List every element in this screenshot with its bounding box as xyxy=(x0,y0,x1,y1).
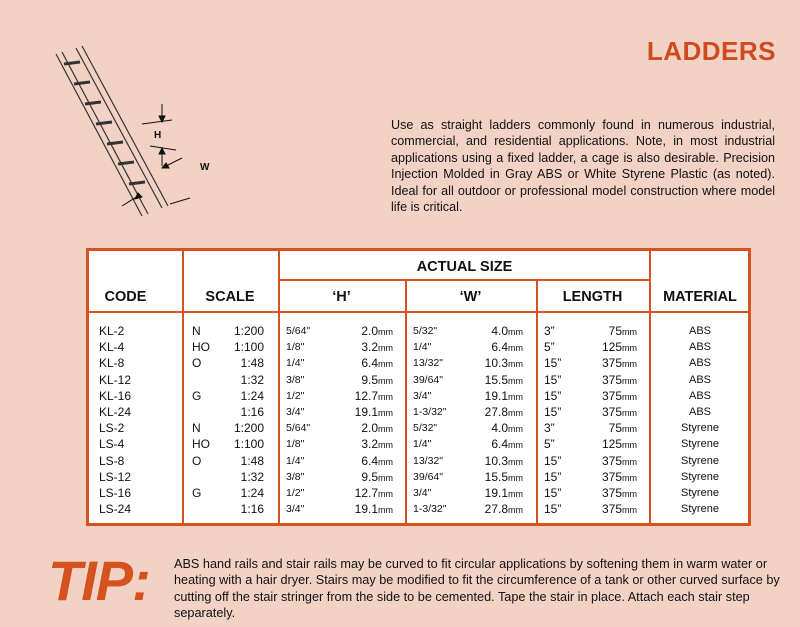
cell-material: Styrene xyxy=(681,438,719,451)
cell-h-inch: 1/8" xyxy=(286,341,305,354)
cell-length-inch: 15” xyxy=(544,453,562,468)
cell-length-mm: 75mm xyxy=(608,324,637,338)
cell-w-mm: 27.8mm xyxy=(484,405,523,419)
cell-w-inch: 3/4" xyxy=(413,487,432,499)
table-row xyxy=(89,388,748,404)
cell-length-mm: 375mm xyxy=(601,453,637,468)
table-row xyxy=(89,339,748,355)
table-row xyxy=(89,420,748,436)
cell-w-mm: 6.4mm xyxy=(491,437,523,452)
cell-code: KL-4 xyxy=(99,340,125,355)
cell-material: Styrene xyxy=(681,422,719,435)
cell-length-mm: 75mm xyxy=(608,421,637,436)
cell-scale-ratio: 1:100 xyxy=(233,437,264,452)
cell-length-inch: 3” xyxy=(544,324,555,338)
cell-scale-ratio: 1:24 xyxy=(240,388,264,403)
description: Use as straight ladders commonly found in numerous industrial, commercial, and residential applications. Note, in most industrial applications using a fixed ladder, a cage is also desirable. Precision Injection Molded in Gray ABS or White Styrene Plastic (as noted). Ideal for all outdoor or professional model construction where model life is critical. xyxy=(391,118,775,215)
cell-h-mm: 6.4mm xyxy=(361,453,393,468)
cell-scale-letter: HO xyxy=(192,437,210,452)
cell-h-inch: 5/64" xyxy=(286,422,311,435)
cell-code: LS-2 xyxy=(99,421,125,436)
cell-h-mm: 3.2mm xyxy=(361,437,393,452)
table-row xyxy=(89,453,748,469)
cell-h-mm: 9.5mm xyxy=(361,469,393,484)
cell-w-inch: 1-3/32" xyxy=(413,503,447,516)
cell-length-inch: 15” xyxy=(544,405,562,419)
cell-scale-letter: O xyxy=(192,453,202,468)
cell-w-inch: 13/32" xyxy=(413,357,444,370)
cell-w-mm: 6.4mm xyxy=(491,340,523,355)
cell-scale-ratio: 1:200 xyxy=(233,421,264,436)
cell-length-inch: 15” xyxy=(544,356,562,371)
cell-material: ABS xyxy=(688,389,711,402)
cell-w-inch: 39/64" xyxy=(413,373,444,386)
cell-h-mm: 6.4mm xyxy=(361,356,393,371)
cell-material: ABS xyxy=(688,357,711,370)
cell-scale-letter: O xyxy=(192,356,202,371)
cell-w-mm: 19.1mm xyxy=(484,388,523,403)
cell-h-inch: 1/4" xyxy=(286,454,305,467)
cell-w-mm: 10.3mm xyxy=(484,453,523,468)
cell-length-inch: 15” xyxy=(544,469,562,484)
cell-material: ABS xyxy=(688,341,711,354)
cell-w-mm: 19.1mm xyxy=(484,486,523,500)
tip-text: ABS hand rails and stair rails may be curved to fit circular applications by softening them in warm water or heating with a hair dryer. Stairs may be modified to fit the circumference of a tank or other curved surface by cutting off the stair stringer from the side to be cemented. Tape the stair in place. Attach each stair step separately. xyxy=(174,557,780,621)
cell-scale-ratio: 1:32 xyxy=(240,469,264,484)
cell-length-mm: 375mm xyxy=(601,388,637,403)
cell-w-inch: 1-3/32" xyxy=(413,406,447,418)
cell-code: LS-12 xyxy=(99,469,132,484)
cell-h-mm: 2.0mm xyxy=(361,421,393,436)
table-row xyxy=(89,501,748,517)
cell-w-inch: 13/32" xyxy=(413,454,444,467)
ladder-table xyxy=(86,248,751,526)
cell-code: LS-24 xyxy=(99,502,132,517)
header-scale: SCALE xyxy=(205,289,255,305)
cell-h-inch: 3/8" xyxy=(286,470,305,483)
cell-w-inch: 1/4" xyxy=(413,341,432,354)
header-actual-size: ACTUAL SIZE xyxy=(416,259,513,275)
cell-scale-ratio: 1:200 xyxy=(233,324,264,338)
cell-h-mm: 9.5mm xyxy=(361,372,393,387)
cell-length-inch: 15” xyxy=(544,388,562,403)
w-label: W xyxy=(200,162,210,173)
cell-h-mm: 19.1mm xyxy=(354,502,393,517)
cell-scale-ratio: 1:48 xyxy=(240,356,264,371)
cell-scale-ratio: 1:100 xyxy=(233,340,264,355)
header-w: ‘W’ xyxy=(459,289,482,305)
cell-code: LS-4 xyxy=(99,437,125,452)
cell-material: ABS xyxy=(688,406,711,418)
table-row xyxy=(89,355,748,371)
cell-w-inch: 1/4" xyxy=(413,438,432,451)
cell-w-inch: 3/4" xyxy=(413,389,432,402)
cell-material: Styrene xyxy=(681,503,719,516)
table-row xyxy=(89,404,748,420)
ladder-diagram xyxy=(50,46,240,226)
table-row xyxy=(89,372,748,388)
cell-material: Styrene xyxy=(681,470,719,483)
cell-h-mm: 3.2mm xyxy=(361,340,393,355)
header-length: LENGTH xyxy=(562,289,623,305)
cell-material: Styrene xyxy=(681,454,719,467)
cell-w-mm: 10.3mm xyxy=(484,356,523,371)
cell-h-inch: 3/8" xyxy=(286,373,305,386)
cell-w-inch: 39/64" xyxy=(413,470,444,483)
h-label: H xyxy=(154,130,162,141)
cell-w-inch: 5/32" xyxy=(413,422,438,435)
cell-scale-letter: G xyxy=(192,388,202,403)
cell-length-inch: 5” xyxy=(544,437,555,452)
header-code: CODE xyxy=(104,289,147,305)
cell-h-mm: 2.0mm xyxy=(361,324,393,338)
cell-h-inch: 1/2" xyxy=(286,487,305,499)
cell-length-mm: 125mm xyxy=(601,340,637,355)
cell-w-inch: 5/32" xyxy=(413,325,438,337)
cell-code: KL-16 xyxy=(99,388,132,403)
cell-material: Styrene xyxy=(681,487,719,499)
cell-code: LS-16 xyxy=(99,486,132,500)
cell-scale-ratio: 1:16 xyxy=(240,405,264,419)
table-row xyxy=(89,323,748,339)
cell-length-inch: 5” xyxy=(544,340,555,355)
cell-length-inch: 3” xyxy=(544,421,555,436)
cell-h-mm: 12.7mm xyxy=(354,388,393,403)
cell-material: ABS xyxy=(688,373,711,386)
cell-w-mm: 4.0mm xyxy=(491,324,523,338)
header-h: ‘H’ xyxy=(332,289,351,305)
cell-material: ABS xyxy=(688,325,711,337)
cell-scale-ratio: 1:24 xyxy=(240,486,264,500)
cell-scale-letter: HO xyxy=(192,340,210,355)
cell-scale-letter: G xyxy=(192,486,202,500)
cell-scale-letter: N xyxy=(192,421,201,436)
cell-scale-ratio: 1:48 xyxy=(240,453,264,468)
cell-h-inch: 3/4" xyxy=(286,406,305,418)
cell-length-mm: 375mm xyxy=(601,469,637,484)
cell-code: KL-24 xyxy=(99,405,132,419)
cell-length-mm: 375mm xyxy=(601,372,637,387)
table-row xyxy=(89,485,748,501)
cell-code: KL-12 xyxy=(99,372,132,387)
header-material: MATERIAL xyxy=(663,289,737,305)
cell-h-inch: 1/8" xyxy=(286,438,305,451)
cell-length-inch: 15” xyxy=(544,502,562,517)
cell-h-mm: 19.1mm xyxy=(354,405,393,419)
cell-length-inch: 15” xyxy=(544,486,562,500)
tip-label: TIP: xyxy=(48,549,150,612)
cell-h-inch: 1/4" xyxy=(286,357,305,370)
cell-h-mm: 12.7mm xyxy=(354,486,393,500)
cell-length-mm: 375mm xyxy=(601,502,637,517)
cell-w-mm: 15.5mm xyxy=(484,372,523,387)
cell-w-mm: 27.8mm xyxy=(484,502,523,517)
table-row xyxy=(89,469,748,485)
cell-length-mm: 125mm xyxy=(601,437,637,452)
cell-length-mm: 375mm xyxy=(601,486,637,500)
cell-length-mm: 375mm xyxy=(601,356,637,371)
cell-w-mm: 15.5mm xyxy=(484,469,523,484)
cell-scale-ratio: 1:32 xyxy=(240,372,264,387)
cell-length-inch: 15” xyxy=(544,372,562,387)
cell-h-inch: 3/4" xyxy=(286,503,305,516)
table-row xyxy=(89,436,748,452)
cell-length-mm: 375mm xyxy=(601,405,637,419)
cell-w-mm: 4.0mm xyxy=(491,421,523,436)
page-title: LADDERS xyxy=(646,36,776,66)
cell-scale-letter: N xyxy=(192,324,201,338)
cell-code: KL-8 xyxy=(99,356,125,371)
cell-scale-ratio: 1:16 xyxy=(240,502,264,517)
cell-h-inch: 5/64" xyxy=(286,325,311,337)
cell-h-inch: 1/2" xyxy=(286,389,305,402)
cell-code: KL-2 xyxy=(99,324,125,338)
cell-code: LS-8 xyxy=(99,453,125,468)
